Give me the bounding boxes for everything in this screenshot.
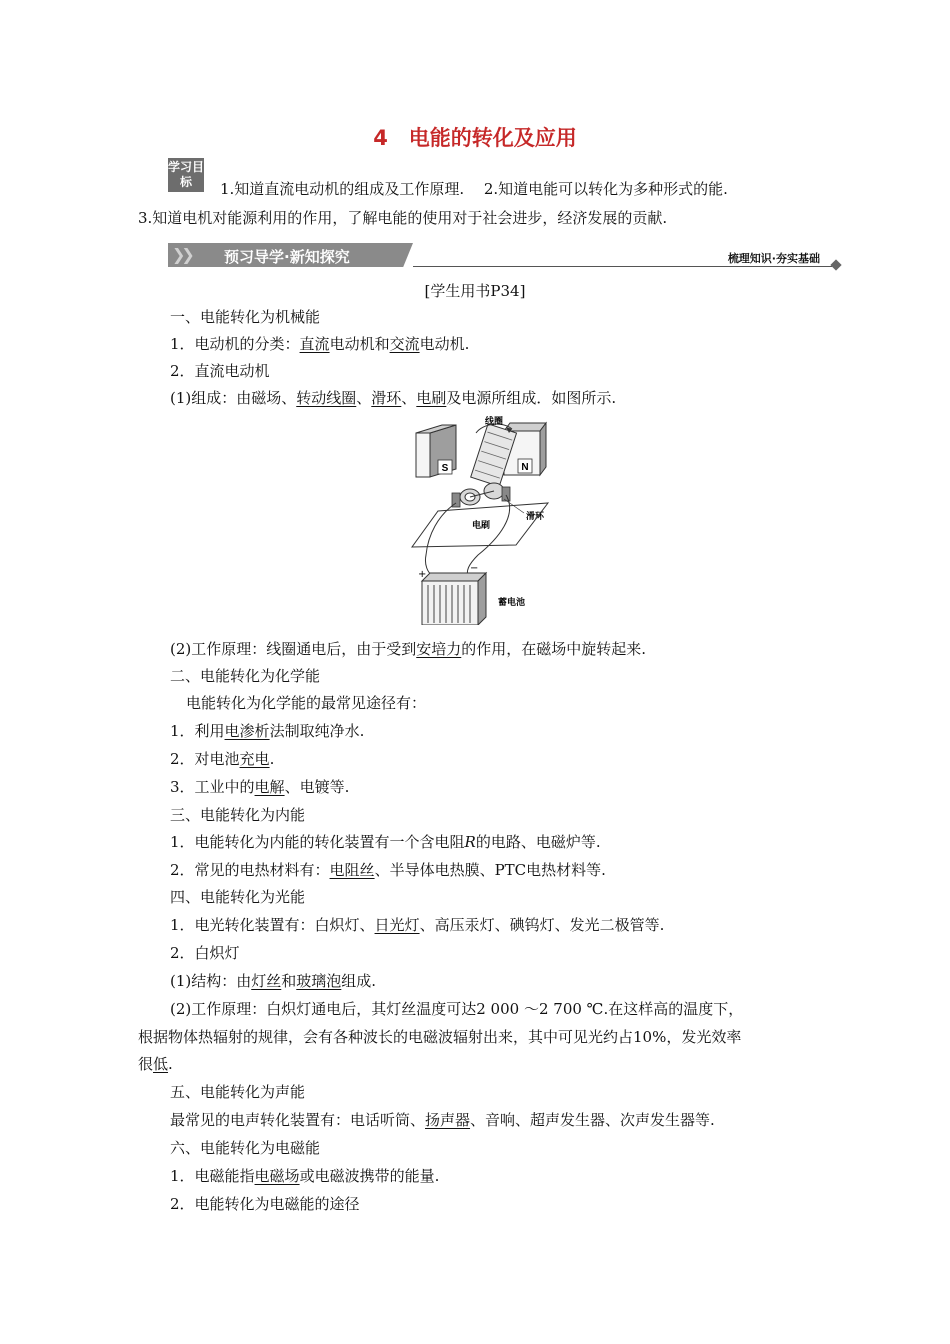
answer-blank: 交流 (389, 335, 420, 353)
section-heading-1: 一、电能转化为机械能 (170, 308, 321, 326)
answer-blank: 电刷 (416, 389, 447, 407)
answer-blank: 扬声器 (425, 1111, 471, 1129)
learning-goal-line-1: 1.知道直流电动机的组成及工作原理. 2.知道电能可以转化为多种形式的能. (220, 180, 728, 198)
banner-subtitle: 梳理知识·夯实基础 (727, 252, 820, 265)
paragraph: (1)结构：由灯丝和玻璃泡组成. (170, 972, 377, 990)
paragraph: 2．直流电动机 (170, 362, 270, 380)
paragraph: (1)组成：由磁场、转动线圈、滑环、电刷及电源所组成．如图所示. (170, 389, 617, 407)
diamond-icon (830, 259, 841, 270)
magnet-s-face (416, 433, 430, 477)
answer-blank: 电磁场 (254, 1167, 300, 1185)
paragraph: 2．白炽灯 (170, 944, 240, 962)
s-pole-label: S (441, 463, 449, 474)
answer-blank: 电渗析 (224, 722, 270, 740)
paragraph: (2)工作原理：线圈通电后，由于受到安培力的作用，在磁场中旋转起来. (170, 640, 647, 658)
paragraph: 电能转化为化学能的最常见途径有： (186, 694, 427, 712)
section-heading-2: 二、电能转化为化学能 (170, 667, 321, 685)
n-pole-label: N (521, 462, 529, 473)
paragraph: 根据物体热辐射的规律，会有各种波长的电磁波辐射出来，其中可见光约占10%，发光效率 (138, 1028, 742, 1046)
brush-label: 电刷 (472, 521, 491, 531)
section-banner (168, 240, 840, 270)
answer-blank: 直流 (299, 335, 330, 353)
answer-blank: 滑环 (371, 389, 402, 407)
battery-top (422, 573, 486, 581)
paragraph: 很低. (138, 1055, 173, 1073)
battery-side (478, 573, 486, 625)
section-heading-4: 四、电能转化为光能 (170, 888, 306, 906)
book-reference: [学生用书P34] (424, 282, 526, 300)
coil-label: 线圈 (484, 417, 504, 427)
banner-label: 预习导学·新知探究 (224, 248, 350, 266)
brush (502, 487, 510, 501)
answer-blank: 灯丝 (251, 972, 282, 990)
paragraph: 最常见的电声转化装置有：电话听筒、扬声器、音响、超声发生器、次声发生器等. (170, 1111, 715, 1129)
armature-coil (471, 424, 517, 487)
answer-blank: 电解 (254, 778, 285, 796)
paragraph: 1．电能转化为内能的转化装置有一个含电阻R的电路、电磁炉等. (170, 833, 601, 851)
magnet-n-side (540, 423, 546, 475)
answer-blank: 安培力 (416, 640, 462, 658)
section-heading-6: 六、电能转化为电磁能 (170, 1139, 321, 1157)
battery-label: 蓄电池 (498, 598, 526, 608)
answer-blank: 日光灯 (374, 916, 420, 934)
paragraph: 1．电光转化装置有：白炽灯、日光灯、高压汞灯、碘钨灯、发光二极管等. (170, 916, 665, 934)
battery-negative-label: − (470, 563, 479, 574)
learning-goals-badge: 学习目标 (168, 158, 204, 192)
dc-motor-diagram (408, 415, 558, 625)
answer-blank: 充电 (239, 750, 270, 768)
paragraph: 1．电磁能指电磁场或电磁波携带的能量. (170, 1167, 440, 1185)
chevron-icon: ❯❯ (172, 245, 191, 264)
page-title: 4 电能的转化及应用 (373, 126, 577, 150)
paragraph: 2．常见的电热材料有：电阻丝、半导体电热膜、PTC电热材料等. (170, 861, 606, 879)
paragraph: 2．对电池充电. (170, 750, 275, 768)
answer-blank: 低 (153, 1055, 169, 1073)
section-heading-5: 五、电能转化为声能 (170, 1083, 306, 1101)
answer-blank: 玻璃泡 (296, 972, 342, 990)
paragraph: (2)工作原理：白炽灯通电后，其灯丝温度可达2 000 ～2 700 ℃.在这样高的温度下， (170, 1000, 744, 1018)
paragraph: 1．利用电渗析法制取纯净水. (170, 722, 365, 740)
paragraph: 2．电能转化为电磁能的途径 (170, 1195, 360, 1213)
learning-goal-line-2: 3.知道电机对能源利用的作用，了解电能的使用对于社会进步，经济发展的贡献. (138, 209, 668, 227)
paragraph: 1．电动机的分类：直流电动机和交流电动机. (170, 335, 470, 353)
answer-blank: 转动线圈 (296, 389, 357, 407)
section-heading-3: 三、电能转化为内能 (170, 806, 306, 824)
wire (425, 503, 456, 575)
battery-positive-label: + (418, 569, 427, 580)
paragraph: 3．工业中的电解、电镀等. (170, 778, 350, 796)
banner-rule (413, 266, 832, 267)
slip-ring-label: 滑环 (526, 512, 545, 522)
answer-blank: 电阻丝 (329, 861, 375, 879)
